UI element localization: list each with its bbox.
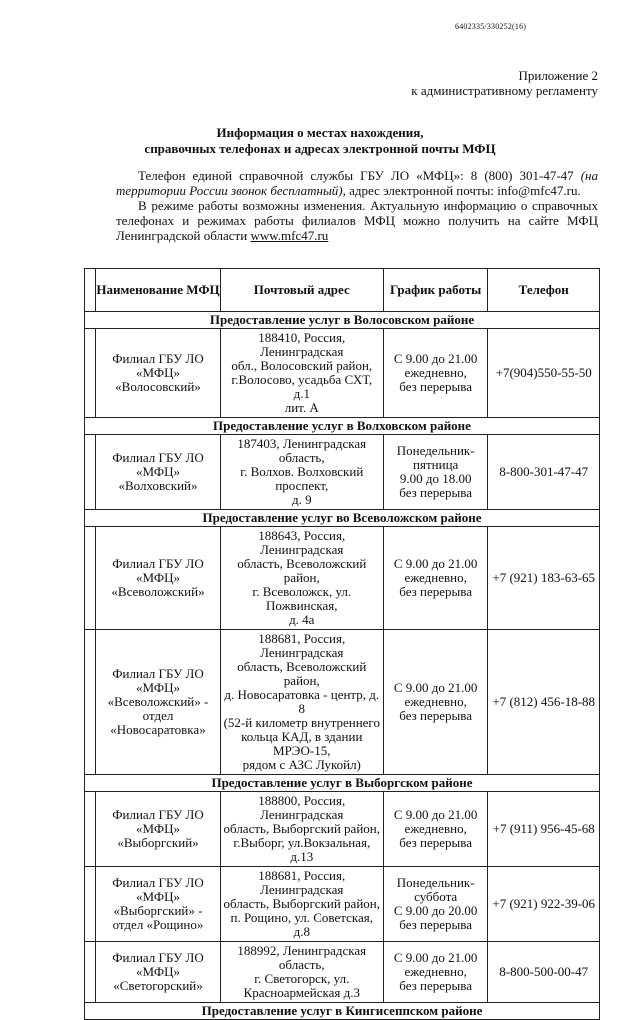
- address-line: 187403, Ленинградская область,: [237, 436, 367, 465]
- phone-cell: +7 (911) 956-45-68: [488, 792, 600, 867]
- phone-cell: +7 (812) 456-18-88: [488, 630, 600, 775]
- address-line: п. Рощино, ул. Советская, д.8: [230, 910, 373, 939]
- appendix-line-1: Приложение 2: [518, 68, 598, 83]
- schedule-cell: [383, 867, 488, 942]
- section-row: [85, 1003, 600, 1020]
- branch-name-line: «МФЦ»: [135, 889, 181, 904]
- address-line: г. Светогорск, ул.: [254, 971, 350, 986]
- address-line: область, Выборгский район,: [223, 821, 380, 836]
- section-title: Предоставление услуг во Всеволожском районе: [85, 510, 600, 527]
- schedule-line: 9.00 до 18.00: [399, 471, 472, 486]
- schedule-line: ежедневно,: [404, 694, 467, 709]
- branch-name-cell: [96, 867, 220, 942]
- intro-paragraph-phone: [116, 168, 598, 198]
- schedule-line: без перерыва: [399, 835, 473, 850]
- phone-cell: +7 (921) 183-63-65: [488, 527, 600, 630]
- section-title: Предоставление услуг в Выборгском районе: [85, 775, 600, 792]
- schedule-line: суббота: [414, 889, 458, 904]
- branch-name-line: Филиал ГБУ ЛО: [112, 875, 204, 890]
- branch-name-line: «Светогорский»: [113, 978, 203, 993]
- row-stub-cell: [85, 527, 96, 630]
- branch-name-line: «Всеволожский»: [111, 584, 205, 599]
- branch-name-line: «Волосовский»: [115, 379, 201, 394]
- schedule-line: без перерыва: [399, 708, 473, 723]
- title-line-2: справочных телефонах и адресах электронной почты МФЦ: [144, 141, 496, 156]
- schedule-cell: [383, 527, 488, 630]
- table-row: [85, 435, 600, 510]
- address-line: г. Волхов. Волховский проспект,: [240, 464, 364, 493]
- table-header-row: [85, 269, 600, 312]
- address-line: область, Всеволожский район,: [237, 556, 367, 585]
- branch-name-line: Филиал ГБУ ЛО: [112, 556, 204, 571]
- section-row: [85, 418, 600, 435]
- schedule-line: С 9.00 до 20.00: [393, 903, 478, 918]
- address-line: лит. А: [284, 400, 319, 415]
- schedule-line: без перерыва: [399, 379, 473, 394]
- address-line: д. 9: [291, 492, 312, 507]
- address-line: г.Выборг, ул.Вокзальная, д.13: [233, 835, 371, 864]
- address-line: 188681, Россия, Ленинградская: [258, 868, 346, 897]
- schedule-line: без перерыва: [399, 978, 473, 993]
- branch-name-line: «МФЦ»: [135, 821, 181, 836]
- address-line: (52-й километр внутреннего: [223, 715, 380, 730]
- branch-name-line: «МФЦ»: [135, 464, 181, 479]
- address-line: г.Волосово, усадьба СХТ, д.1: [231, 372, 373, 401]
- row-stub-cell: [85, 867, 96, 942]
- branch-name-cell: [96, 329, 220, 418]
- address-line: 188410, Россия, Ленинградская: [258, 330, 346, 359]
- title-line-1: Информация о местах нахождения,: [216, 125, 424, 140]
- address-line: обл., Волосовский район,: [231, 358, 373, 373]
- address-cell: [220, 792, 383, 867]
- schedule-line: без перерыва: [399, 917, 473, 932]
- branch-name-cell: [96, 792, 220, 867]
- schedule-cell: [383, 630, 488, 775]
- table-row: [85, 792, 600, 867]
- appendix-header: [411, 68, 598, 98]
- branch-name-line: отдел: [142, 708, 174, 723]
- address-line: область, Выборгский район,: [223, 896, 380, 911]
- branch-name-line: «Выборгский» -: [113, 903, 203, 918]
- branch-name-line: «МФЦ»: [135, 680, 181, 695]
- intro-website-text: В режиме работы возможны изменения. Актуальную информацию о справочных телефонах и режимах работы филиалов МФЦ можно получить на сайте МФЦ Ленинградской области: [116, 198, 598, 243]
- branch-name-line: «МФЦ»: [135, 570, 181, 585]
- address-line: область, Всеволожский район,: [237, 659, 367, 688]
- header-name: [96, 269, 220, 312]
- header-schedule: График работы: [383, 269, 488, 312]
- schedule-cell: [383, 329, 488, 418]
- branch-name-line: отдел «Рощино»: [112, 917, 204, 932]
- section-row: [85, 775, 600, 792]
- table-body: [85, 312, 600, 1020]
- address-line: 188643, Россия, Ленинградская: [258, 528, 346, 557]
- address-line: д. Новосаратовка - центр, д. 8: [224, 687, 380, 716]
- table-row: [85, 942, 600, 1003]
- phone-cell: 8-800-301-47-47: [488, 435, 600, 510]
- schedule-line: ежедневно,: [404, 821, 467, 836]
- branch-name-cell: [96, 435, 220, 510]
- table-row: [85, 630, 600, 775]
- branch-name-line: «МФЦ»: [135, 365, 181, 380]
- header-name-label: Наименование МФЦ: [96, 283, 220, 297]
- schedule-line: ежедневно,: [404, 964, 467, 979]
- address-line: 188992, Ленинградская область,: [237, 943, 367, 972]
- document-title: [0, 125, 640, 157]
- schedule-line: ежедневно,: [404, 365, 467, 380]
- appendix-line-2: к административному регламенту: [411, 83, 598, 98]
- address-cell: [220, 630, 383, 775]
- branch-name-line: «МФЦ»: [135, 964, 181, 979]
- address-cell: [220, 867, 383, 942]
- address-line: кольца КАД, в здании МРЭО-15,: [241, 729, 363, 758]
- phone-cell: 8-800-500-00-47: [488, 942, 600, 1003]
- section-row: [85, 312, 600, 329]
- website-link[interactable]: www.mfc47.ru: [250, 228, 329, 243]
- header-phone: Телефон: [488, 269, 600, 312]
- branch-name-cell: [96, 630, 220, 775]
- row-stub-cell: [85, 792, 96, 867]
- section-title: Предоставление услуг в Волосовском районе: [85, 312, 600, 329]
- schedule-line: С 9.00 до 21.00: [393, 351, 478, 366]
- address-cell: [220, 527, 383, 630]
- address-line: рядом с АЗС Лукойл): [242, 757, 361, 772]
- schedule-line: ежедневно,: [404, 570, 467, 585]
- intro-email-text: , адрес электронной почты: info@mfc47.ru.: [342, 183, 581, 198]
- branch-name-line: Филиал ГБУ ЛО: [112, 807, 204, 822]
- mfc-locations-table: [84, 268, 600, 1020]
- branch-name-line: Филиал ГБУ ЛО: [112, 450, 204, 465]
- branch-name-line: «Новосаратовка»: [110, 722, 206, 737]
- branch-name-line: «Всеволожский» -: [107, 694, 209, 709]
- table-row: [85, 329, 600, 418]
- schedule-cell: [383, 435, 488, 510]
- address-cell: [220, 329, 383, 418]
- address-line: 188681, Россия, Ленинградская: [258, 631, 346, 660]
- section-title: Предоставление услуг в Волховском районе: [85, 418, 600, 435]
- header-stub-cell: [85, 269, 96, 312]
- schedule-line: С 9.00 до 21.00: [393, 807, 478, 822]
- address-line: д. 4а: [289, 612, 315, 627]
- table-row: [85, 527, 600, 630]
- schedule-line: С 9.00 до 21.00: [393, 950, 478, 965]
- intro-paragraph-website: [116, 198, 598, 243]
- table-row: [85, 867, 600, 942]
- schedule-line: без перерыва: [399, 485, 473, 500]
- address-cell: [220, 942, 383, 1003]
- address-line: Красноармейская д.3: [243, 985, 360, 1000]
- address-line: г. Всеволожск, ул. Пожвинская,: [252, 584, 352, 613]
- branch-name-cell: [96, 942, 220, 1003]
- branch-name-cell: [96, 527, 220, 630]
- section-title: Предоставление услуг в Кингисеппском районе: [85, 1003, 600, 1020]
- schedule-line: без перерыва: [399, 584, 473, 599]
- header-address: Почтовый адрес: [220, 269, 383, 312]
- intro-phone-text: Телефон единой справочной службы ГБУ ЛО «МФЦ»: 8 (800) 301-47-47: [138, 168, 581, 183]
- branch-name-line: «Волховский»: [118, 478, 198, 493]
- address-cell: [220, 435, 383, 510]
- schedule-line: С 9.00 до 21.00: [393, 680, 478, 695]
- phone-cell: +7(904)550-55-50: [488, 329, 600, 418]
- schedule-cell: [383, 792, 488, 867]
- document-number: 6402335/330252(16): [455, 22, 527, 31]
- row-stub-cell: [85, 435, 96, 510]
- schedule-line: С 9.00 до 21.00: [393, 556, 478, 571]
- section-row: [85, 510, 600, 527]
- row-stub-cell: [85, 630, 96, 775]
- schedule-cell: [383, 942, 488, 1003]
- schedule-line: пятница: [413, 457, 459, 472]
- branch-name-line: Филиал ГБУ ЛО: [112, 666, 204, 681]
- branch-name-line: Филиал ГБУ ЛО: [112, 351, 204, 366]
- address-line: 188800, Россия, Ленинградская: [258, 793, 346, 822]
- row-stub-cell: [85, 942, 96, 1003]
- schedule-line: Понедельник-: [396, 443, 475, 458]
- row-stub-cell: [85, 329, 96, 418]
- branch-name-line: Филиал ГБУ ЛО: [112, 950, 204, 965]
- branch-name-line: «Выборгский»: [117, 835, 199, 850]
- intro-free-call-note: (на территории России звонок бесплатный): [116, 168, 598, 198]
- phone-cell: +7 (921) 922-39-06: [488, 867, 600, 942]
- schedule-line: Понедельник-: [396, 875, 475, 890]
